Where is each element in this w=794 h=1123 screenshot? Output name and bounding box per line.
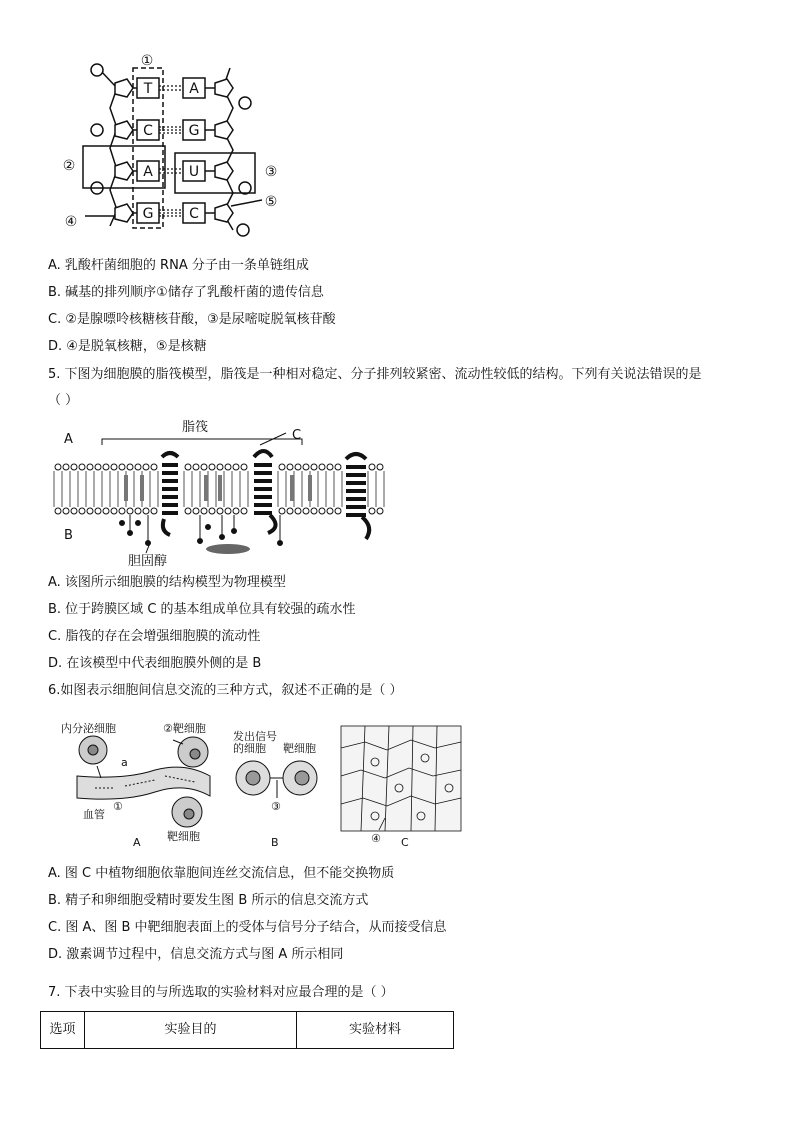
q4-option-c: C. ②是腺嘌呤核糖核苷酸，③是尿嘧啶脱氧核苷酸 <box>48 312 336 327</box>
q6-stem: 6.如图表示细胞间信息交流的三种方式，叙述不正确的是（ ） <box>48 683 403 698</box>
fig6-target-2: ②靶细胞 <box>163 722 206 735</box>
fig6-a: a <box>121 756 128 769</box>
q7-table <box>40 1011 454 1049</box>
fig5-label-a: A <box>64 432 73 447</box>
q5-paren: （ ） <box>48 393 79 408</box>
q4-option-a: A. 乳酸杆菌细胞的 RNA 分子由一条单链组成 <box>48 258 309 273</box>
label-2: ② <box>62 158 76 174</box>
q6-option-c: C. 图 A、图 B 中靶细胞表面上的受体与信号分子结合，从而接受信息 <box>48 920 447 935</box>
fig5-label-c: C <box>292 428 302 443</box>
fig5-label-cholesterol: 胆固醇 <box>128 554 168 569</box>
header-material: 实验材料 <box>297 1012 454 1049</box>
label-4: ④ <box>64 214 78 230</box>
label-5: ⑤ <box>264 194 278 210</box>
q4-option-b: B. 碱基的排列顺序①储存了乳酸杆菌的遗传信息 <box>48 285 324 300</box>
q5-option-d: D. 在该模型中代表细胞膜外侧的是 B <box>48 656 262 671</box>
lipid-raft-figure <box>50 415 390 570</box>
fig6-endocrine: 内分泌细胞 <box>61 722 116 735</box>
base-left: C <box>143 123 153 139</box>
fig6-target-b: 靶细胞 <box>283 742 316 755</box>
q6-option-d: D. 激素调节过程中，信息交流方式与图 A 所示相同 <box>48 947 344 962</box>
header-purpose: 实验目的 <box>85 1012 297 1049</box>
base-right: G <box>188 123 200 139</box>
base-right: A <box>189 81 199 97</box>
base-left: T <box>143 81 153 97</box>
fig6-3: ③ <box>271 800 281 813</box>
fig6-signal-cell-1: 发出信号 <box>233 730 277 743</box>
fig6-label-b: B <box>271 836 279 849</box>
base-right: C <box>189 206 199 222</box>
cell-signaling-figure <box>55 718 475 853</box>
header-option: 选项 <box>41 1012 85 1049</box>
fig5-label-b: B <box>64 528 73 543</box>
base-right: U <box>188 164 200 180</box>
q5-option-c: C. 脂筏的存在会增强细胞膜的流动性 <box>48 629 261 644</box>
q5-option-b: B. 位于跨膜区域 C 的基本组成单位具有较强的疏水性 <box>48 602 356 617</box>
q6-option-b: B. 精子和卵细胞受精时要发生图 B 所示的信息交流方式 <box>48 893 369 908</box>
fig6-signal-cell-2: 的细胞 <box>233 742 266 755</box>
label-1: ① <box>140 53 154 69</box>
fig6-label-a: A <box>133 836 141 849</box>
fig6-vessel: 血管 <box>83 808 105 821</box>
fig6-4: ④ <box>371 832 381 845</box>
dna-rna-structure-figure <box>55 48 295 243</box>
fig6-1: ① <box>113 800 123 813</box>
base-left: A <box>143 164 153 180</box>
fig6-target-bottom: 靶细胞 <box>167 830 200 843</box>
q4-option-d: D. ④是脱氧核糖，⑤是核糖 <box>48 339 207 354</box>
q6-option-a: A. 图 C 中植物细胞依靠胞间连丝交流信息，但不能交换物质 <box>48 866 395 881</box>
fig6-label-c: C <box>401 836 409 849</box>
label-3: ③ <box>264 164 278 180</box>
q5-option-a: A. 该图所示细胞膜的结构模型为物理模型 <box>48 575 286 590</box>
fig5-label-raft: 脂筏 <box>182 420 209 435</box>
table-row <box>41 1012 454 1049</box>
q5-stem: 5. 下图为细胞膜的脂筏模型，脂筏是一种相对稳定、分子排列较紧密、流动性较低的结构。下列有关说法错误的是 <box>48 367 702 382</box>
base-left: G <box>142 206 154 222</box>
q7-stem: 7. 下表中实验目的与所选取的实验材料对应最合理的是（ ） <box>48 985 394 1000</box>
